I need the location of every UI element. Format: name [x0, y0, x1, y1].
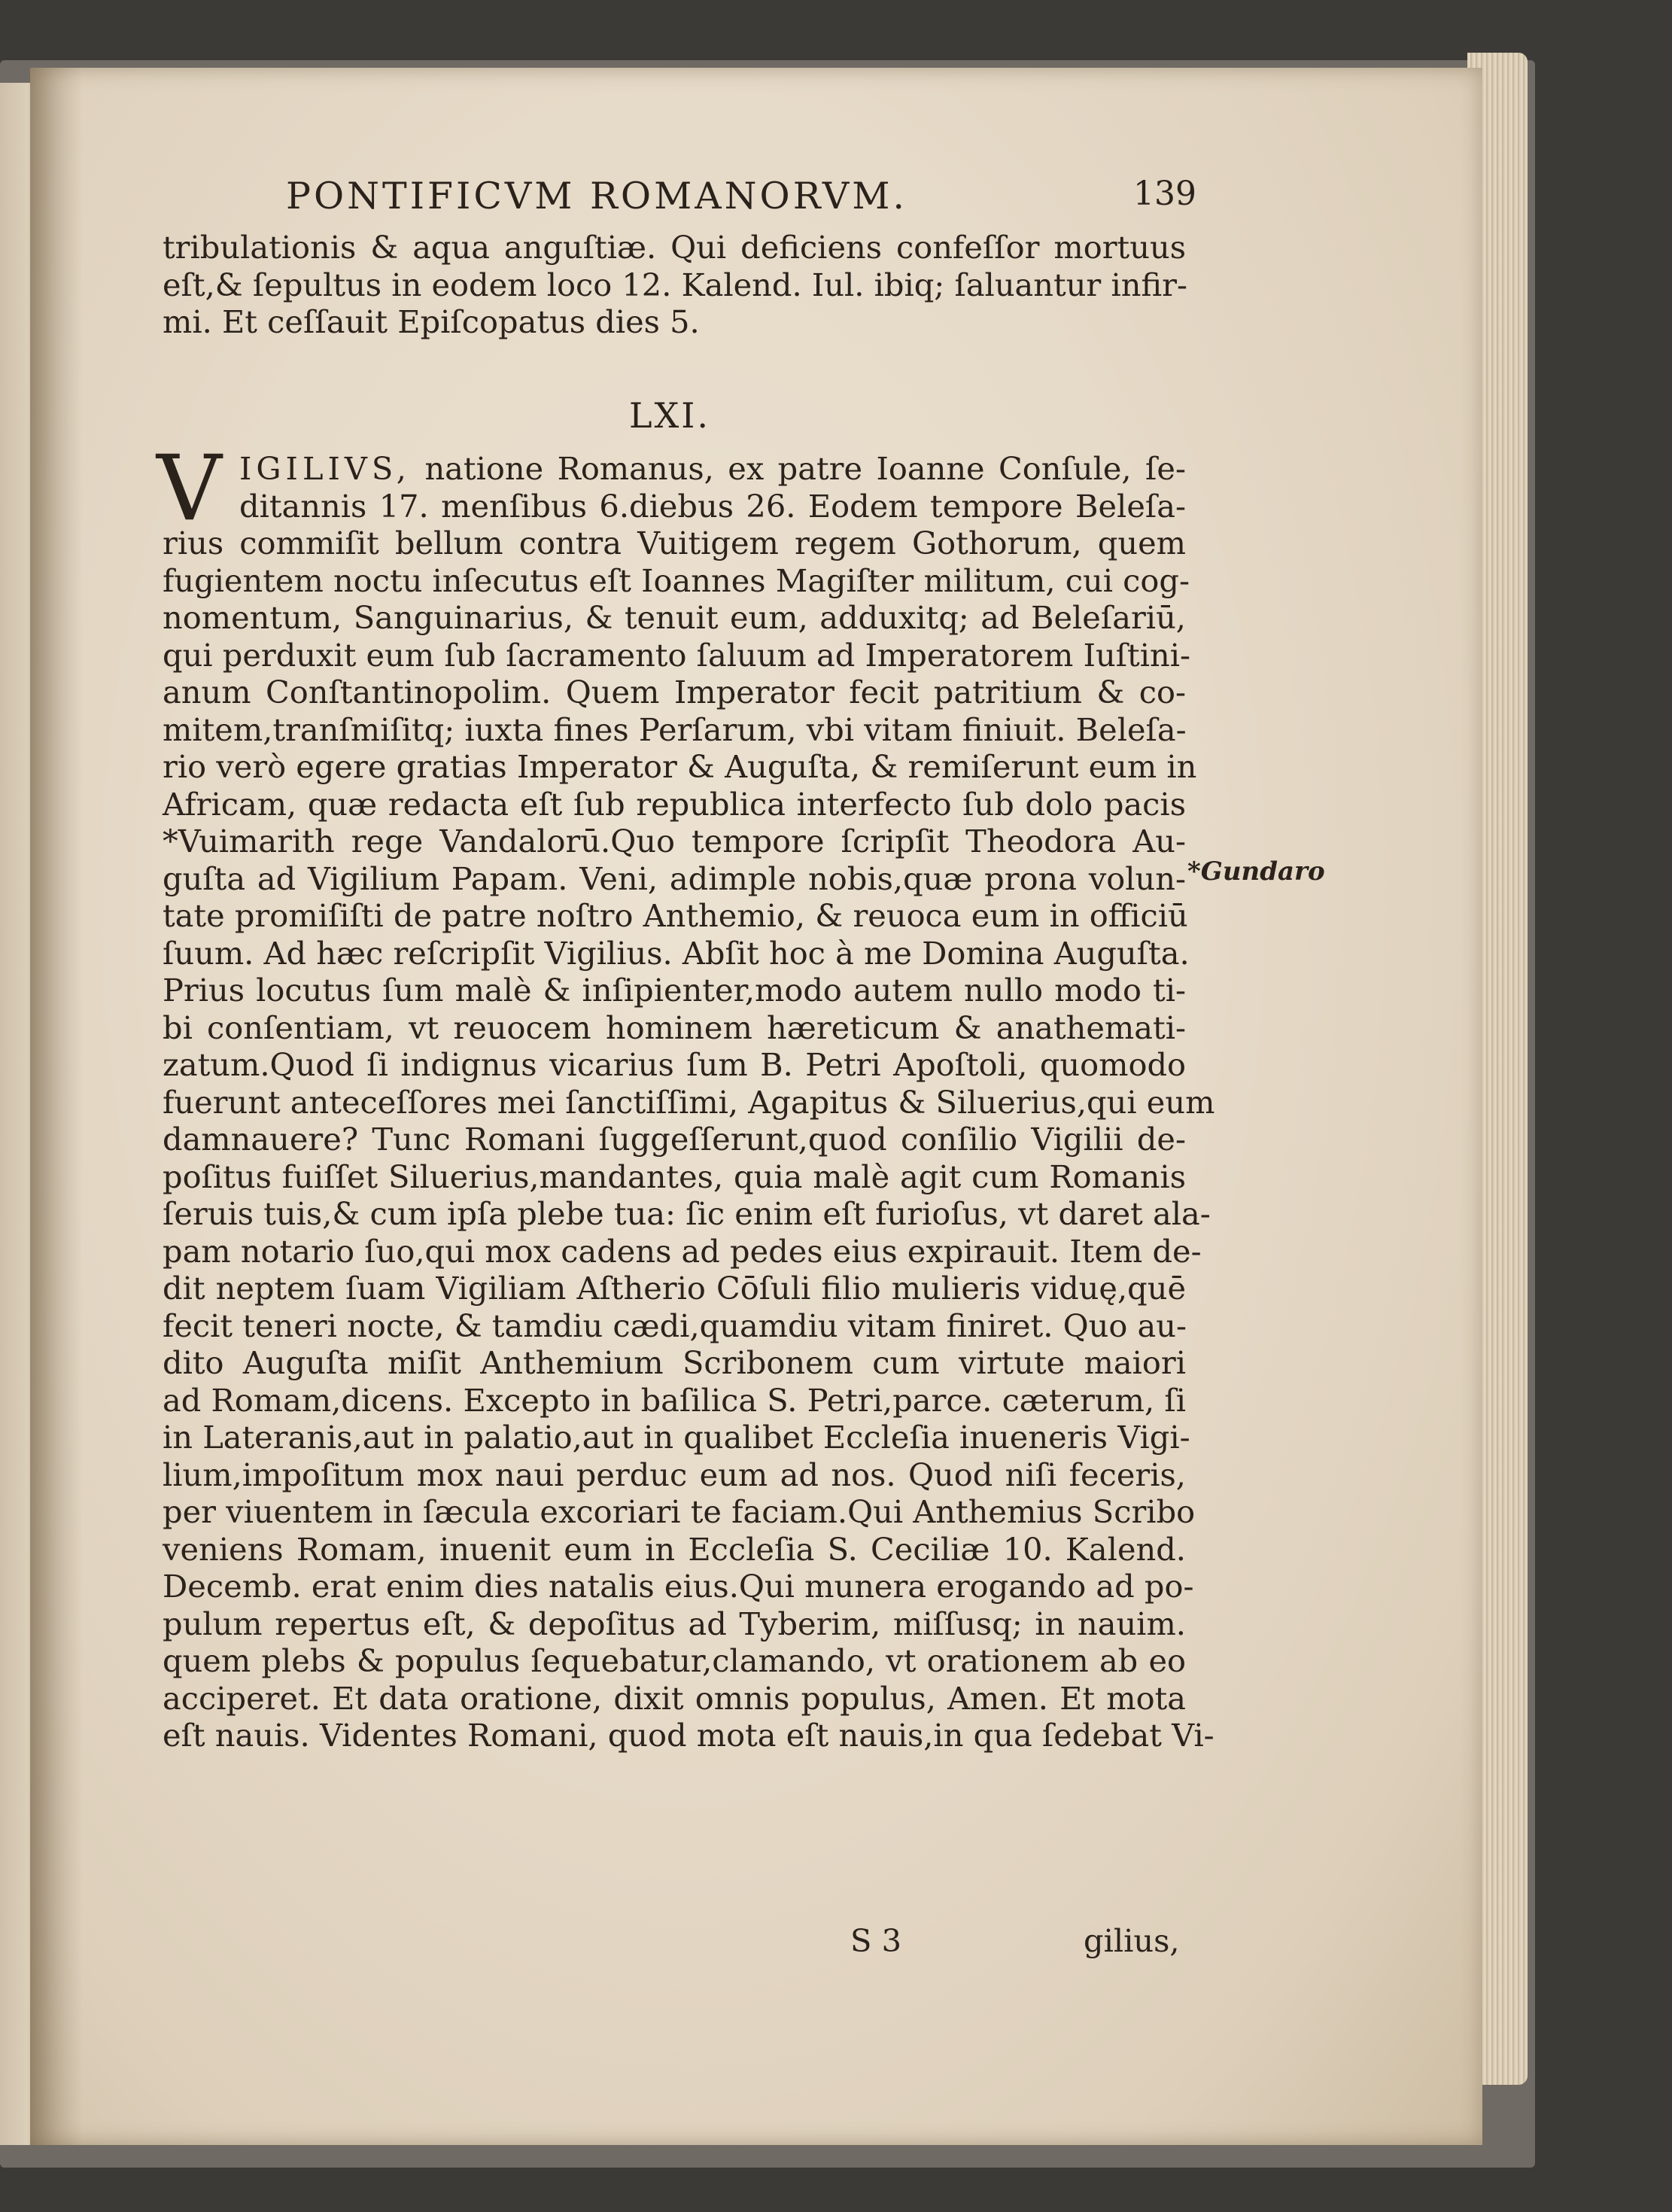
text-line: fugientem noctu inſecutus eſt Ioannes Magiſter militum, cui cog- — [163, 561, 1190, 599]
running-header — [286, 175, 1196, 227]
text-line: zatum.Quod ſi indignus vicarius ſum B. Petri Apoſtoli, quomodo — [163, 1046, 1186, 1083]
text-line: pulum repertus eſt, & depoſitus ad Tyberim, miſſusq; in nauim. — [163, 1605, 1186, 1642]
text-line: Africam, quæ redacta eſt ſub republica interfecto ſub dolo pacis — [163, 785, 1186, 823]
opening-lines — [239, 450, 1186, 525]
text-line: anum Conſtantinopolim. Quem Imperator fecit patritium & co- — [163, 674, 1186, 710]
text-line: bi conſentiam, vt reuocem hominem hæreticum & anathemati- — [163, 1009, 1186, 1046]
text-line: mi. Et ceſſauit Epiſcopatus dies 5. — [163, 303, 700, 340]
text-line: acciperet. Et data oratione, dixit omnis populus, Amen. Et mota — [163, 1679, 1186, 1717]
text-line: eſt nauis. Videntes Romani, quod mota eſt nauis,in qua ſedebat Vi- — [163, 1717, 1214, 1754]
marginal-note: *Gundaro — [1187, 857, 1325, 887]
text-line: Prius locutus ſum malè & inſipienter,modo autem nullo modo ti- — [163, 972, 1186, 1009]
signature-mark: S 3 — [850, 1922, 902, 1959]
text-line: damnauere? Tunc Romani ſuggeſſerunt,quod conſilio Vigilii de- — [163, 1121, 1186, 1158]
text-line: per viuentem in ſæcula excoriari te faciam.Qui Anthemius Scribo — [163, 1493, 1196, 1530]
text-line: mitem,tranſmiſitq; iuxta fines Perſarum, vbi vitam finiuit. Beleſa- — [163, 710, 1187, 748]
text-line: guſta ad Vigilium Papam. Veni, adimple nobis,quæ prona volun- — [163, 860, 1186, 897]
text-line: eſt,& ſepultus in eodem loco 12. Kalend. Iul. ibiq; ſaluantur infir- — [163, 266, 1188, 303]
text-line: ad Romam,dicens. Excepto in baſilica S. Petri,parce. cæterum, ſi — [163, 1381, 1186, 1419]
text-line: dit neptem ſuam Vigiliam Aſtherio Cōſuli filio mulieris viduę,quē — [163, 1270, 1186, 1307]
text-line: pam notario ſuo,qui mox cadens ad pedes eius expirauit. Item de- — [163, 1232, 1202, 1270]
text-line: ſuum. Ad hæc reſcripſit Vigilius. Abſit hoc à me Domina Auguſta. — [163, 934, 1190, 972]
text-line: *Vuimarith rege Vandalorū.Quo tempore ſcripſit Theodora Au- — [163, 823, 1186, 860]
text-line: ſeruis tuis,& cum ipſa plebe tua: ſic enim eſt furioſus, vt daret ala- — [163, 1195, 1211, 1232]
text-line: nomentum, Sanguinarius, & tenuit eum, adduxitq; ad Beleſariū, — [163, 599, 1186, 636]
page-number: 139 — [1133, 175, 1196, 213]
text-line: rius commiſit bellum contra Vuitigem regem Gothorum, quem — [163, 525, 1186, 561]
section-number: LXI. — [628, 395, 711, 436]
text-line: qui perduxit eum ſub ſacramento ſaluum ad Imperatorem Iuſtini- — [163, 636, 1191, 674]
incipit-small-caps: IGILIVS, — [239, 450, 412, 487]
text-line: rio verò egere gratias Imperator & Auguſta, & remiſerunt eum in — [163, 748, 1197, 785]
page-gutter-shadow — [30, 68, 83, 2145]
text-line: Decemb. erat enim dies natalis eius.Qui munera erogando ad po- — [163, 1568, 1194, 1605]
running-title: PONTIFICVM ROMANORVM. — [286, 175, 907, 218]
text-line: in Lateranis,aut in palatio,aut in qualibet Eccleſia inueneris Vigi- — [163, 1419, 1190, 1456]
text-line: lium,impoſitum mox naui perduc eum ad nos. Quod niſi feceris, — [163, 1456, 1186, 1493]
text-line — [239, 450, 1186, 488]
continued-text — [163, 229, 1186, 341]
text-line: ditannis 17. menſibus 6.diebus 26. Eodem tempore Beleſa- — [239, 487, 1186, 525]
text-line: quem plebs & populus ſequebatur,clamando, vt orationem ab eo — [163, 1642, 1186, 1679]
catchword: gilius, — [1084, 1922, 1180, 1959]
drop-cap: V — [157, 437, 222, 541]
text-line: tribulationis & aqua anguſtiæ. Qui deficiens confeſſor mortuus — [163, 229, 1186, 266]
text-line: veniens Romam, inuenit eum in Eccleſia S. Ceciliæ 10. Kalend. — [163, 1530, 1186, 1568]
text-line: dito Auguſta miſit Anthemium Scribonem cum virtute maiori — [163, 1344, 1186, 1381]
text-line: fuerunt anteceſſores mei ſanctiſſimi, Agapitus & Siluerius,qui eum — [163, 1083, 1215, 1121]
text-line: poſitus fuiſſet Siluerius,mandantes, quia malè agit cum Romanis — [163, 1158, 1186, 1195]
body-text — [163, 525, 1215, 1754]
incipit-rest: natione Romanus, ex patre Ioanne Conſule, ſe- — [411, 450, 1186, 487]
text-line: fecit teneri nocte, & tamdiu cædi,quamdiu vitam finiret. Quo au- — [163, 1307, 1187, 1344]
text-line: tate promiſiſti de patre noſtro Anthemio, & reuoca eum in officiū — [163, 897, 1188, 934]
